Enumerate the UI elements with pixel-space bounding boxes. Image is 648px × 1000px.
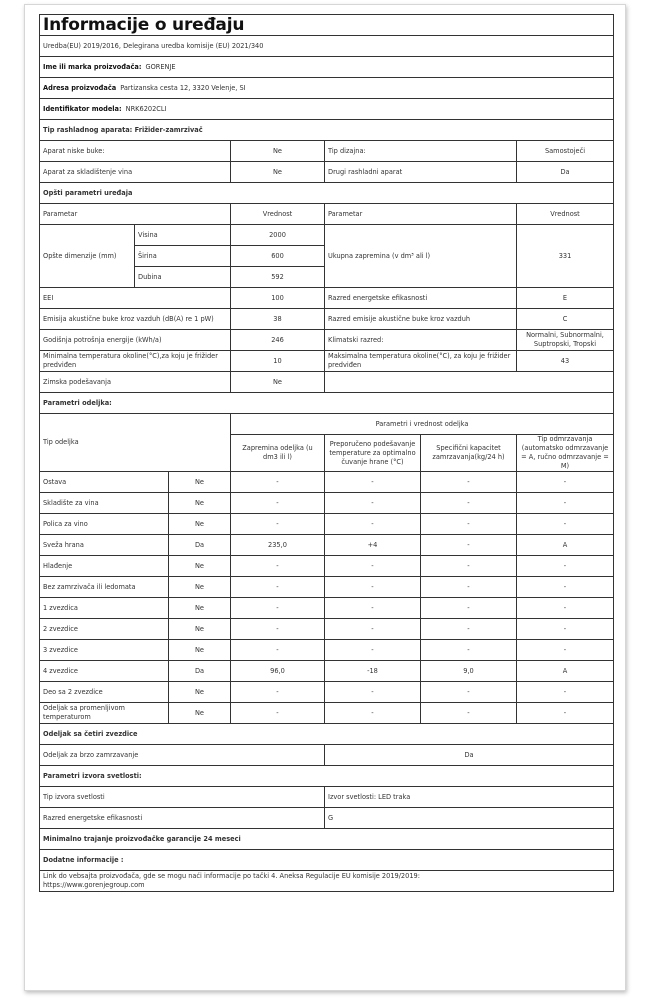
address-label: Adresa proizvođača [43, 83, 117, 92]
param-value: 100 [231, 288, 325, 309]
compartment-name: Skladište za vina [40, 493, 169, 514]
compartment-present: Da [169, 661, 231, 682]
model-label: Identifikator modela: [43, 104, 122, 113]
dimension-value: 592 [231, 267, 325, 288]
compartment-volume: - [231, 598, 325, 619]
compartment-defrost: - [517, 619, 614, 640]
column-temperature: Preporučeno podešavanje temperature za optimalno čuvanje hrane (°C) [325, 435, 421, 472]
compartment-volume: 96,0 [231, 661, 325, 682]
general-row [40, 288, 614, 309]
dimensions-label: Opšte dimenzije (mm) [40, 225, 135, 288]
compartment-group-header: Parametri i vrednost odeljka [231, 414, 614, 435]
four-star-section-title: Odeljak sa četiri zvezdice [40, 724, 614, 745]
compartment-row [40, 640, 614, 661]
manufacturer-value: GORENJE [145, 62, 176, 71]
general-row [40, 372, 614, 393]
compartment-row [40, 535, 614, 556]
param-value: 38 [231, 309, 325, 330]
header-value: Vrednost [231, 204, 325, 225]
general-row [40, 351, 614, 372]
compartment-temp: - [325, 514, 421, 535]
regulation-subtitle: Uredba(EU) 2019/2016, Delegirana uredba komisije (EU) 2021/340 [40, 36, 614, 57]
param-label: Minimalna temperatura okoline(°C),za koju je frižider predviđen [40, 351, 231, 372]
compartment-present: Ne [169, 472, 231, 493]
warranty: Minimalno trajanje proizvođačke garancije 24 meseci [40, 829, 614, 850]
compartment-capacity: - [421, 682, 517, 703]
compartment-row [40, 556, 614, 577]
dimension-label: Dubina [135, 267, 231, 288]
compartment-defrost: A [517, 535, 614, 556]
type-row [40, 162, 614, 183]
compartment-volume: - [231, 556, 325, 577]
compartment-temp: - [325, 619, 421, 640]
compartment-row [40, 661, 614, 682]
column-freezing-capacity: Specifični kapacitet zamrzavanja(kg/24 h) [421, 435, 517, 472]
website-link[interactable]: https://www.gorenjegroup.com [43, 881, 145, 889]
compartment-volume: 235,0 [231, 535, 325, 556]
compartment-temp: -18 [325, 661, 421, 682]
compartment-defrost: - [517, 556, 614, 577]
light-row [40, 787, 614, 808]
param-value2: C [517, 309, 614, 330]
compartment-defrost: - [517, 577, 614, 598]
light-section-title: Parametri izvora svetlosti: [40, 766, 614, 787]
fast-freeze-value: Da [325, 745, 614, 766]
additional-info-cell [40, 871, 614, 892]
address-value: Partizanska cesta 12, 3320 Velenje, SI [120, 83, 246, 92]
param-empty [325, 372, 614, 393]
compartment-temp: - [325, 472, 421, 493]
general-section-title: Opšti parametri uređaja [40, 183, 614, 204]
compartment-defrost: - [517, 640, 614, 661]
param-value2: 43 [517, 351, 614, 372]
compartment-name: 3 zvezdice [40, 640, 169, 661]
compartment-row [40, 598, 614, 619]
compartment-defrost: - [517, 682, 614, 703]
compartment-capacity: - [421, 640, 517, 661]
compartment-temp: - [325, 577, 421, 598]
param-label2: Klimatski razred: [325, 330, 517, 351]
compartment-volume: - [231, 619, 325, 640]
param-value: Ne [231, 372, 325, 393]
compartment-present: Ne [169, 493, 231, 514]
compartment-defrost: A [517, 661, 614, 682]
compartment-name: Deo sa 2 zvezdice [40, 682, 169, 703]
compartment-present: Ne [169, 514, 231, 535]
compartment-row [40, 682, 614, 703]
param-label2: Maksimalna temperatura okoline(°C), za koju je frižider predviđen [325, 351, 517, 372]
total-volume-value: 331 [517, 225, 614, 288]
model-row [40, 99, 614, 120]
type-row-value2: Da [517, 162, 614, 183]
type-row [40, 141, 614, 162]
compartment-capacity: - [421, 577, 517, 598]
appliance-type: Tip rashladnog aparata: Frižider-zamrzivač [40, 120, 614, 141]
header-param: Parametar [40, 204, 231, 225]
compartment-name: Polica za vino [40, 514, 169, 535]
type-row-label: Aparat za skladištenje vina [40, 162, 231, 183]
param-value: 246 [231, 330, 325, 351]
compartment-capacity: - [421, 703, 517, 724]
param-label: Emisija akustične buke kroz vazduh (dB(A) re 1 pW) [40, 309, 231, 330]
compartment-volume: - [231, 577, 325, 598]
compartment-present: Ne [169, 640, 231, 661]
dimension-value: 600 [231, 246, 325, 267]
param-value2: Normalni, Subnormalni, Suptropski, Tropski [517, 330, 614, 351]
compartment-defrost: - [517, 598, 614, 619]
compartment-row [40, 577, 614, 598]
compartment-name: Ostava [40, 472, 169, 493]
header-param2: Parametar [325, 204, 517, 225]
compartment-temp: - [325, 703, 421, 724]
param-value2: E [517, 288, 614, 309]
compartments-header-row [40, 414, 614, 435]
manufacturer-row [40, 57, 614, 78]
light-value: G [325, 808, 614, 829]
light-label: Razred energetske efikasnosti [40, 808, 325, 829]
compartment-volume: - [231, 472, 325, 493]
compartment-capacity: - [421, 619, 517, 640]
compartment-capacity: 9,0 [421, 661, 517, 682]
compartment-defrost: - [517, 514, 614, 535]
additional-section-title: Dodatne informacije : [40, 850, 614, 871]
title-cell [40, 15, 614, 36]
compartment-present: Ne [169, 682, 231, 703]
compartment-volume: - [231, 640, 325, 661]
param-label: Godišnja potrošnja energije (kWh/a) [40, 330, 231, 351]
compartment-name: 2 zvezdice [40, 619, 169, 640]
compartment-capacity: - [421, 598, 517, 619]
compartment-name: 4 zvezdice [40, 661, 169, 682]
page-title: Informacije o uređaju [43, 15, 245, 35]
compartment-row [40, 514, 614, 535]
fast-freeze-label: Odeljak za brzo zamrzavanje [40, 745, 325, 766]
compartment-capacity: - [421, 514, 517, 535]
compartment-present: Ne [169, 598, 231, 619]
compartment-temp: - [325, 556, 421, 577]
param-value: 10 [231, 351, 325, 372]
compartment-volume: - [231, 514, 325, 535]
param-label: Zimska podešavanja [40, 372, 231, 393]
compartment-temp: - [325, 493, 421, 514]
param-label: EEI [40, 288, 231, 309]
compartment-present: Ne [169, 619, 231, 640]
param-label2: Razred emisije akustične buke kroz vazduh [325, 309, 517, 330]
compartment-row [40, 619, 614, 640]
compartment-capacity: - [421, 556, 517, 577]
light-label: Tip izvora svetlosti [40, 787, 325, 808]
compartment-capacity: - [421, 493, 517, 514]
compartment-capacity: - [421, 472, 517, 493]
compartment-volume: - [231, 682, 325, 703]
general-row [40, 330, 614, 351]
compartment-row [40, 472, 614, 493]
compartment-temp: - [325, 640, 421, 661]
type-row-value2: Samostoječi [517, 141, 614, 162]
type-row-value: Ne [231, 141, 325, 162]
compartment-temp: - [325, 598, 421, 619]
manufacturer-label: Ime ili marka proizvođača: [43, 62, 142, 71]
model-value: NRK6202CLI [125, 104, 167, 113]
compartment-name: Hlađenje [40, 556, 169, 577]
general-header-row [40, 204, 614, 225]
light-value: Izvor svetlosti: LED traka [325, 787, 614, 808]
product-information-sheet [39, 14, 614, 892]
header-value2: Vrednost [517, 204, 614, 225]
compartment-defrost: - [517, 703, 614, 724]
compartment-row [40, 493, 614, 514]
type-row-label2: Tip dizajna: [325, 141, 517, 162]
compartment-defrost: - [517, 472, 614, 493]
dimension-label: Širina [135, 246, 231, 267]
param-label2: Razred energetske efikasnosti [325, 288, 517, 309]
compartment-volume: - [231, 703, 325, 724]
compartment-present: Ne [169, 556, 231, 577]
compartment-name: 1 zvezdica [40, 598, 169, 619]
total-volume-label: Ukupna zapremina (v dm³ ali l) [325, 225, 517, 288]
type-row-label2: Drugi rashladni aparat [325, 162, 517, 183]
compartment-present: Ne [169, 703, 231, 724]
compartment-name: Sveža hrana [40, 535, 169, 556]
website-info-text: Link do vebsajta proizvođača, gde se mogu naći informacije po tački 4. Aneksa Regulacije EU komisije 2019/2019: [43, 872, 420, 880]
compartment-capacity: - [421, 535, 517, 556]
dimension-label: Visina [135, 225, 231, 246]
compartment-present: Da [169, 535, 231, 556]
general-row [40, 309, 614, 330]
compartment-temp: +4 [325, 535, 421, 556]
compartments-section-title: Parametri odeljka: [40, 393, 614, 414]
column-volume: Zapremina odeljka (u dm3 ili l) [231, 435, 325, 472]
type-row-label: Aparat niske buke: [40, 141, 231, 162]
compartment-temp: - [325, 682, 421, 703]
compartment-volume: - [231, 493, 325, 514]
compartment-name: Bez zamrzivača ili ledomata [40, 577, 169, 598]
compartment-row [40, 703, 614, 724]
column-defrost-type: Tip odmrzavanja (automatsko odmrzavanje = A, ručno odmrzavanje = M) [517, 435, 614, 472]
light-row [40, 808, 614, 829]
compartment-type-header: Tip odeljka [40, 414, 231, 472]
type-row-value: Ne [231, 162, 325, 183]
dimension-value: 2000 [231, 225, 325, 246]
fast-freeze-row [40, 745, 614, 766]
compartment-defrost: - [517, 493, 614, 514]
compartment-name: Odeljak sa promenljivom temperaturom [40, 703, 169, 724]
address-row [40, 78, 614, 99]
compartment-present: Ne [169, 577, 231, 598]
dimension-row [40, 225, 614, 246]
